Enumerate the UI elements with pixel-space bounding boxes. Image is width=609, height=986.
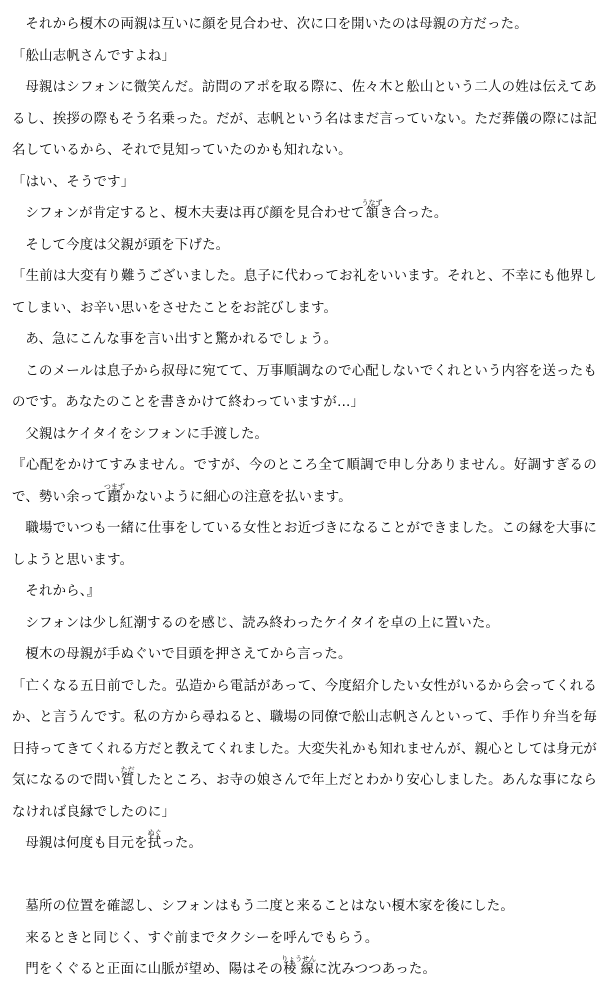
- blank-line: [12, 860, 597, 892]
- ruby-reading: つまず: [103, 482, 125, 491]
- paragraph-text: き合った。: [379, 206, 448, 221]
- paragraph: [12, 198, 597, 230]
- paragraph: 「舩山志帆さんですよね」: [12, 48, 176, 64]
- paragraph: [12, 828, 597, 860]
- ruby-reading: うなず: [361, 199, 383, 207]
- paragraph-text: かないように細心の注意を払います。: [121, 489, 352, 505]
- paragraph: シフォンは少し紅潮するのを感じ、読み終わったケイタイを卓の上に置いた。: [25, 615, 500, 631]
- paragraph: [12, 954, 597, 986]
- paragraph: あ、急にこんな事を言い出すと驚かれるでしょう。: [25, 332, 338, 347]
- paragraph: [12, 671, 597, 829]
- paragraph-text: に沈みつつあった。: [314, 962, 437, 977]
- paragraph-text: したところ、お寺の娘さんで年上だとわかり安心しました。あんな事にならなければ良縁でしたのに」: [12, 773, 597, 820]
- paragraph: [12, 450, 597, 513]
- furigana-ruby: [147, 829, 162, 851]
- paragraph: 来るときと同じく、すぐ前までタクシーを呼んでもらう。: [25, 930, 379, 946]
- paragraph-text: 母親は何度も目元を: [25, 836, 148, 851]
- paragraph: 職場でいつも一緒に仕事をしている女性とお近づきになることができました。この縁を大事にしようと思います。: [12, 521, 597, 568]
- paragraph: そして今度は父親が頭を下げた。: [25, 237, 230, 253]
- paragraph-text: 「亡くなる五日前でした。弘造から電話があって、今度紹介したい女性がいるから会ってくれるか、と言うんです。私の方から尋ねると、職場の同僚で舩山志帆さんといって、手作り弁当を毎日持ってきてくれる方だと教えてくれました。大変失礼かも知れませんが、親心としては身元が気になるので問い: [12, 678, 597, 788]
- ruby-reading: ぬぐ: [147, 829, 162, 837]
- paragraph: 墓所の位置を確認し、シフォンはもう二度と来ることはない榎木家を後にした。: [25, 899, 514, 914]
- ruby-reading: ただ: [120, 766, 135, 774]
- furigana-ruby: [361, 199, 383, 221]
- paragraph: 「はい、そうです」: [12, 174, 135, 190]
- paragraph-text: 『心配をかけてすみません。ですが、今のところ全て順調で申し分ありません。好調すぎるので、勢い余って: [12, 458, 597, 505]
- paragraph: 父親はケイタイをシフォンに手渡した。: [25, 426, 269, 442]
- paragraph-text: った。: [161, 836, 203, 851]
- paragraph: それから、』: [25, 584, 101, 599]
- paragraph: このメールは息子から叔母に宛てて、万事順調なので心配しないでくれという内容を送ったものです。あなたのことを書きかけて終わっていますが…」: [12, 363, 597, 410]
- ruby-base: 拭: [147, 836, 162, 851]
- paragraph-text: 門をくぐると正面に山脈が望め、陽はその: [25, 962, 284, 977]
- ruby-base: 頷: [361, 206, 383, 221]
- furigana-ruby: [281, 955, 317, 977]
- paragraph: それから榎木の両親は互いに顔を見合わせ、次に口を開いたのは母親の方だった。: [25, 17, 528, 32]
- paragraph-text: シフォンが肯定すると、榎木夫妻は再び顔を見合わせて: [25, 206, 365, 221]
- paragraph: 榎木の母親が手ぬぐいで目頭を押さえてから言った。: [25, 647, 352, 662]
- ruby-base: 質: [120, 773, 135, 788]
- ruby-reading: りょうせん: [281, 955, 317, 963]
- paragraph: 「生前は大変有り難うございました。息子に代わってお礼をいいます。それと、不幸にも他界してしまい、お辛い思いをさせたことをお詫びします。: [12, 269, 597, 316]
- ruby-base: 躓: [103, 489, 125, 505]
- furigana-ruby: [103, 482, 125, 505]
- furigana-ruby: [120, 766, 135, 788]
- paragraph: 母親はシフォンに微笑んだ。訪問のアポを取る際に、佐々木と舩山という二人の姓は伝えてあるし、挨拶の際もそう名乗った。だが、志帆という名はまだ言っていない。ただ葬儀の際には記名しているから、それで見知っていたのかも知れない。: [12, 80, 597, 158]
- ruby-base: 稜線: [281, 962, 317, 977]
